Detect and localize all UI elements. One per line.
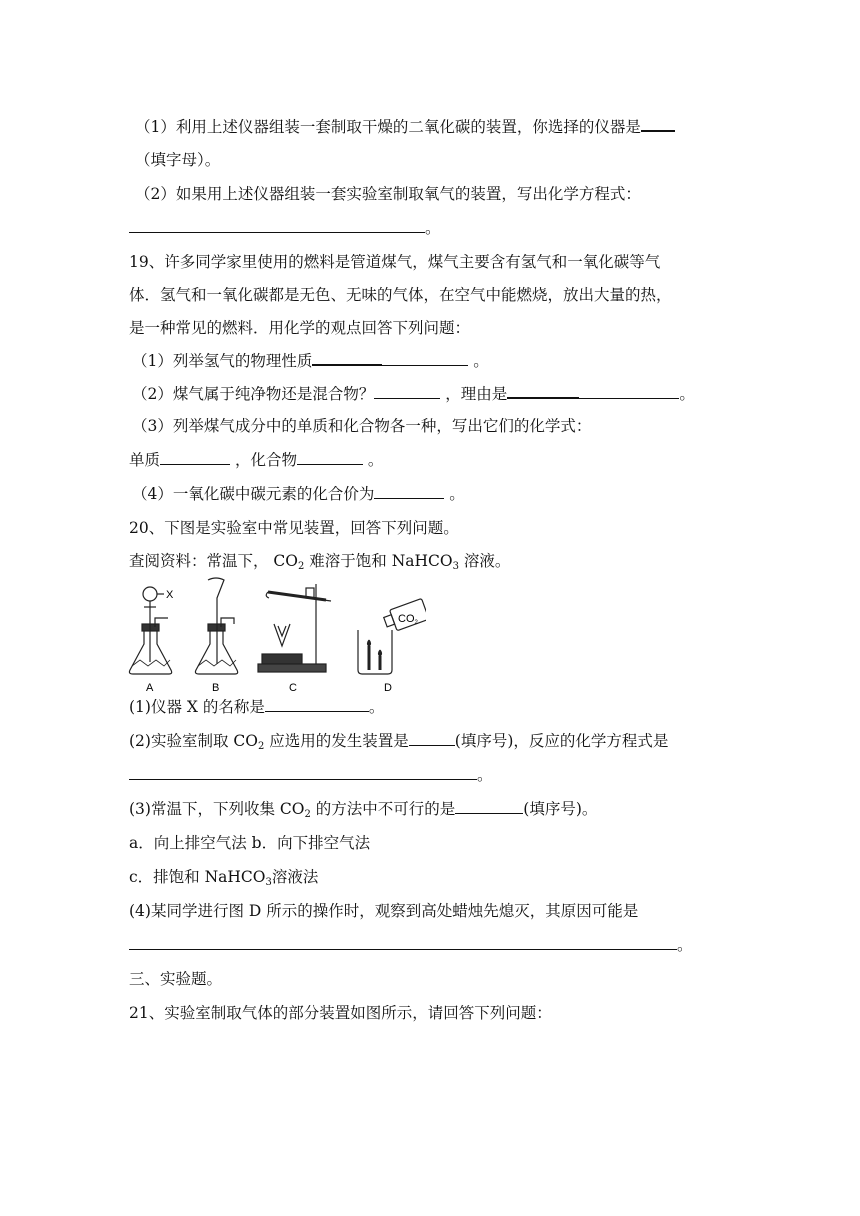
subscript: 3 — [265, 877, 272, 888]
q19-sub-1-text: （1）列举氢气的物理性质 — [132, 352, 313, 370]
punct: 。 — [444, 485, 465, 503]
apparatus-figure — [126, 574, 426, 696]
answer-blank[interactable] — [641, 116, 675, 132]
q19-element-label: 单质 — [129, 451, 161, 469]
subscript: 2 — [298, 561, 305, 572]
q19-sub-4 — [132, 484, 465, 504]
answer-blank[interactable] — [129, 935, 677, 950]
q18-part1-tail — [135, 150, 220, 170]
punct: 。 — [677, 936, 693, 954]
apparatus-c — [258, 584, 331, 672]
punct: 。 — [477, 766, 493, 784]
subscript: 2 — [304, 809, 311, 820]
subscript: 3 — [452, 561, 459, 572]
q19-sub-4-text: （4）一氧化碳中碳元素的化合价为 — [132, 485, 375, 503]
answer-blank[interactable] — [409, 731, 455, 746]
answer-blank[interactable] — [579, 384, 679, 399]
q20-sub-3-c: (填序号)。 — [523, 800, 598, 818]
q21-intro — [129, 1003, 552, 1023]
q19-sub-2-mid: ，理由是 — [440, 385, 508, 403]
q20-sub-1 — [129, 697, 384, 717]
q20-ref-b: 难溶于饱和 NaHCO — [304, 552, 453, 570]
q20-sub-2-c: (填序号)，反应的化学方程式是 — [454, 732, 669, 750]
apparatus-d — [358, 598, 426, 674]
answer-blank[interactable] — [374, 484, 444, 499]
q19-sub-2-text: （2）煤气属于纯净物还是混合物？ — [132, 385, 375, 403]
q19-sub-3 — [132, 416, 591, 436]
q19-intro-3-text: 是一种常见的燃料．用化学的观点回答下列问题： — [129, 319, 471, 337]
q18-part2-text: （2）如果用上述仪器组装一套实验室制取氧气的装置，写出化学方程式： — [135, 185, 641, 203]
q20-options-ab-text: a．向上排空气法 b．向下排空气法 — [129, 834, 371, 852]
q18-part1-text: （1）利用上述仪器组装一套制取干燥的二氧化碳的装置，你选择的仪器是 — [135, 118, 641, 136]
answer-blank[interactable] — [312, 350, 382, 366]
q19-intro-1-text: 19、许多同学家里使用的燃料是管道煤气，煤气主要含有氢气和一氧化碳等气 — [129, 253, 661, 271]
q20-option-c-a: c．排饱和 NaHCO — [129, 868, 266, 886]
q20-sub-2 — [129, 731, 668, 751]
punct: 。 — [425, 219, 441, 237]
co2-text: CO — [398, 613, 415, 625]
apparatus-b — [195, 578, 237, 674]
punct: 。 — [362, 451, 384, 469]
answer-blank[interactable] — [297, 450, 363, 465]
q20-sub-2-b: 应选用的发生装置是 — [264, 732, 409, 750]
answer-blank[interactable] — [160, 450, 230, 465]
q20-reference — [129, 551, 510, 571]
q19-sub-3-answers — [129, 450, 383, 470]
answer-blank[interactable] — [455, 799, 523, 814]
answer-blank[interactable] — [129, 765, 477, 780]
q18-part2-answer — [129, 218, 441, 238]
fig-label-a: A — [146, 682, 154, 694]
q20-sub-1-text: (1)仪器 X 的名称是 — [129, 698, 265, 716]
answer-blank[interactable] — [507, 383, 579, 399]
answer-blank[interactable] — [374, 384, 440, 399]
q18-part1 — [135, 116, 675, 137]
co2-sub: 2 — [414, 620, 418, 626]
punct: 。 — [679, 385, 695, 403]
q21-intro-text: 21、实验室制取气体的部分装置如图所示，请回答下列问题： — [129, 1004, 552, 1022]
q19-sub-2 — [132, 383, 695, 404]
answer-blank[interactable] — [129, 218, 425, 233]
q19-sub-3-text: （3）列举煤气成分中的单质和化合物各一种，写出它们的化学式： — [132, 417, 592, 435]
q19-intro-1 — [129, 252, 660, 272]
punct: 。 — [368, 698, 385, 716]
punct: 。 — [468, 352, 489, 370]
q19-sub-1 — [132, 350, 489, 371]
q19-intro-2 — [129, 285, 672, 305]
subscript: 2 — [257, 741, 265, 752]
q19-intro-3 — [129, 318, 470, 338]
q20-sub-2-answer — [129, 765, 493, 785]
q20-sub-3-a: (3)常温下，下列收集 CO — [129, 800, 305, 818]
q20-option-c — [129, 867, 318, 887]
q20-sub-4 — [129, 901, 638, 921]
q18-part2 — [135, 184, 641, 204]
q20-sub-3 — [129, 799, 597, 819]
fig-label-b: B — [212, 682, 220, 694]
q20-ref-a: 查阅资料：常温下， CO — [129, 552, 298, 570]
fig-label-d: D — [384, 682, 392, 694]
answer-blank[interactable] — [382, 351, 468, 366]
q20-intro — [129, 518, 459, 538]
q20-sub-2-a: (2)实验室制取 CO — [129, 732, 258, 750]
section-heading — [129, 969, 222, 989]
q20-options-ab — [129, 833, 370, 853]
fig-label-c: C — [289, 682, 297, 694]
q19-intro-2-text: 体．氢气和一氧化碳都是无色、无味的气体，在空气中能燃烧，放出大量的热， — [129, 286, 672, 304]
q20-sub-4-text: (4)某同学进行图 D 所示的操作时，观察到高处蜡烛先熄灭，其原因可能是 — [129, 902, 639, 920]
q18-part1-tail-text: （填字母）。 — [135, 151, 221, 169]
q20-sub-3-b: 的方法中不可行的是 — [310, 800, 456, 818]
section-heading-text: 三、实验题。 — [129, 970, 223, 988]
fig-label-co2 — [398, 613, 419, 626]
q20-option-c-b: 溶液法 — [271, 868, 319, 886]
fig-label-x: X — [166, 589, 174, 601]
q19-compound-label: ，化合物 — [230, 451, 297, 469]
q20-ref-c: 溶液。 — [459, 552, 511, 570]
q20-sub-4-answer — [129, 935, 693, 955]
answer-blank[interactable] — [265, 697, 369, 712]
q20-intro-text: 20、下图是实验室中常见装置，回答下列问题。 — [129, 519, 459, 537]
